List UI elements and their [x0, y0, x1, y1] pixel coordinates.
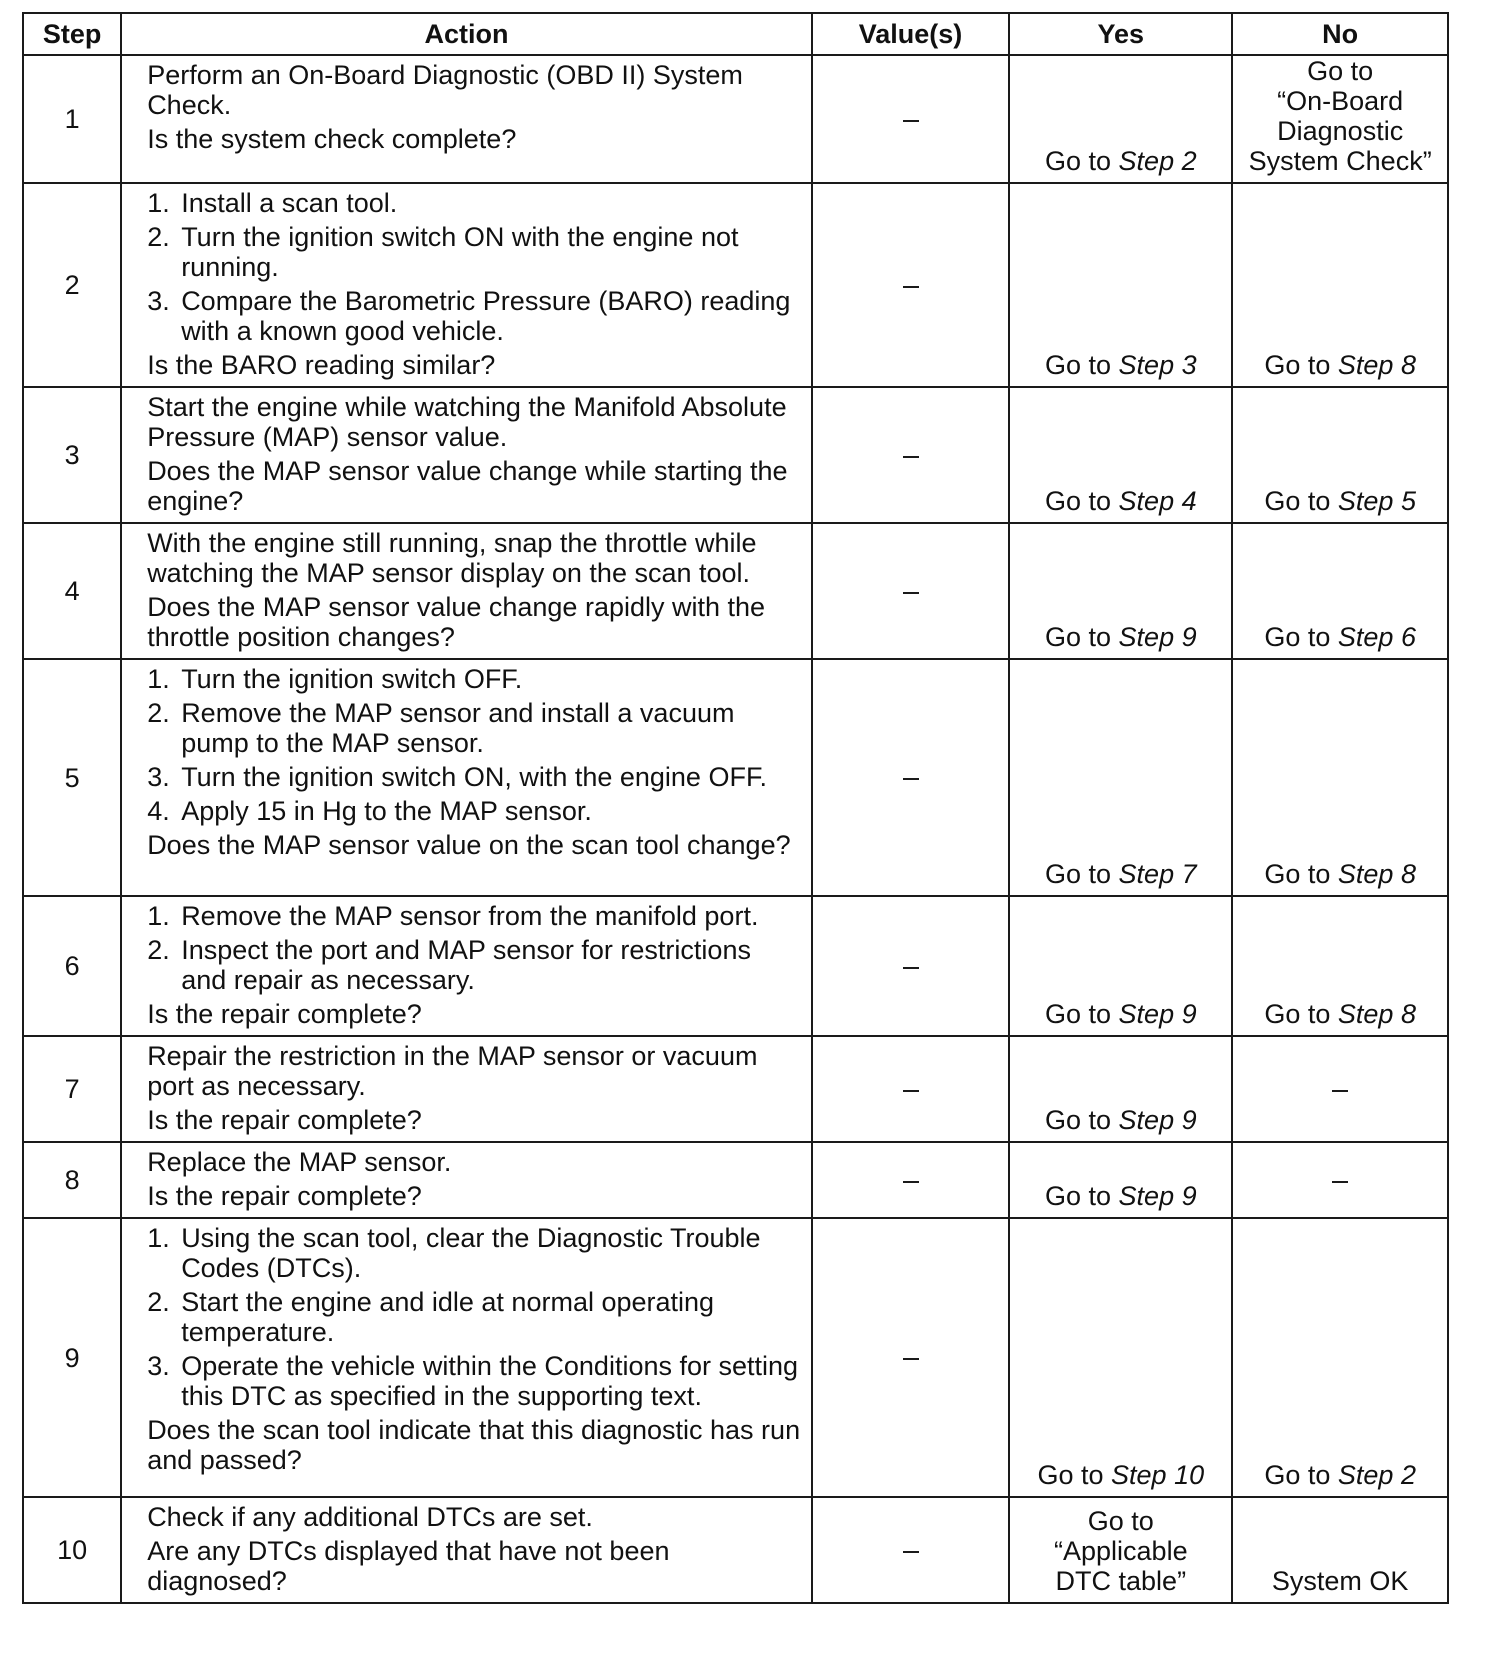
no-goto-prefix: Go to	[1264, 859, 1338, 889]
no-text-line: System OK	[1271, 1566, 1409, 1596]
step-number: 4	[23, 523, 121, 659]
no-text-line: Go to	[1307, 56, 1374, 86]
step-number: 6	[23, 896, 121, 1036]
no-cell	[1232, 183, 1448, 387]
yes-goto-step-link[interactable]: Step 9	[1118, 1105, 1197, 1135]
yes-cell	[1009, 523, 1232, 659]
no-goto-step-link[interactable]: Step 8	[1337, 859, 1416, 889]
no-goto-prefix: Go to	[1264, 622, 1338, 652]
no-goto-step-link[interactable]: Step 8	[1337, 999, 1416, 1029]
action-question: Is the repair complete?	[147, 1105, 422, 1135]
step-number: 5	[23, 659, 121, 896]
no-cell	[1232, 896, 1448, 1036]
value-cell	[812, 55, 1009, 183]
action-question: Is the system check complete?	[147, 124, 517, 154]
list-item-number: 3.	[147, 762, 170, 792]
no-goto-step-link[interactable]: Step 8	[1337, 350, 1416, 380]
action-cell	[121, 387, 812, 523]
no-goto-prefix: Go to	[1264, 486, 1338, 516]
yes-cell	[1009, 1142, 1232, 1218]
step-number: 10	[23, 1497, 121, 1603]
yes-cell	[1009, 896, 1232, 1036]
no-cell	[1232, 1036, 1448, 1142]
step-row-10	[23, 1497, 1448, 1603]
action-list-item	[147, 901, 801, 931]
no-dash	[1332, 1181, 1348, 1183]
value-cell	[812, 523, 1009, 659]
header-row	[23, 13, 1448, 55]
list-item-number: 1.	[147, 901, 170, 931]
action-instruction: Perform an On-Board Diagnostic (OBD II) System Check.	[147, 60, 743, 120]
list-item-number: 1.	[147, 664, 170, 694]
yes-goto-prefix: Go to	[1045, 999, 1119, 1029]
action-question: Does the MAP sensor value on the scan tool change?	[147, 830, 791, 860]
no-goto-prefix: Go to	[1264, 999, 1338, 1029]
yes-goto-step-link[interactable]: Step 10	[1111, 1460, 1205, 1490]
yes-text-line: Go to	[1087, 1506, 1154, 1536]
yes-goto-prefix: Go to	[1045, 486, 1119, 516]
action-cell	[121, 896, 812, 1036]
step-row-1	[23, 55, 1448, 183]
header-step: Step	[23, 13, 121, 55]
step-row-7	[23, 1036, 1448, 1142]
yes-cell	[1009, 659, 1232, 896]
step-number: 9	[23, 1218, 121, 1497]
action-list-item	[147, 935, 801, 995]
header-values: Value(s)	[812, 13, 1009, 55]
yes-goto-prefix: Go to	[1045, 146, 1119, 176]
action-cell	[121, 1142, 812, 1218]
list-item-text: Apply 15 in Hg to the MAP sensor.	[181, 796, 592, 826]
list-item-text: Remove the MAP sensor and install a vacuum pump to the MAP sensor.	[181, 698, 735, 758]
list-item-number: 3.	[147, 1351, 170, 1381]
yes-text-line: “Applicable	[1054, 1536, 1188, 1566]
value-cell	[812, 183, 1009, 387]
list-item-number: 2.	[147, 698, 170, 728]
action-cell	[121, 523, 812, 659]
no-cell	[1232, 55, 1448, 183]
value-dash	[903, 1358, 919, 1360]
list-item-number: 1.	[147, 1223, 170, 1253]
yes-cell	[1009, 1218, 1232, 1497]
value-dash	[903, 778, 919, 780]
list-item-text: Turn the ignition switch ON with the engine not running.	[181, 222, 739, 282]
yes-cell	[1009, 55, 1232, 183]
diagnostic-table-page	[22, 12, 1449, 1604]
value-dash	[903, 456, 919, 458]
action-cell	[121, 183, 812, 387]
header-no: No	[1232, 13, 1448, 55]
no-cell	[1232, 1218, 1448, 1497]
no-cell	[1232, 1142, 1448, 1218]
no-cell	[1232, 523, 1448, 659]
value-cell	[812, 1218, 1009, 1497]
step-number: 8	[23, 1142, 121, 1218]
list-item-number: 3.	[147, 286, 170, 316]
action-list-item	[147, 664, 801, 694]
list-item-text: Turn the ignition switch ON, with the engine OFF.	[181, 762, 767, 792]
no-goto-step-link[interactable]: Step 2	[1337, 1460, 1416, 1490]
action-cell	[121, 1218, 812, 1497]
yes-goto-prefix: Go to	[1045, 1181, 1119, 1211]
action-question: Is the repair complete?	[147, 999, 422, 1029]
value-cell	[812, 1142, 1009, 1218]
no-cell	[1232, 659, 1448, 896]
step-row-3	[23, 387, 1448, 523]
yes-goto-step-link[interactable]: Step 9	[1118, 622, 1197, 652]
list-item-text: Start the engine and idle at normal operating temperature.	[181, 1287, 715, 1347]
action-list-item	[147, 1287, 801, 1347]
action-cell	[121, 1036, 812, 1142]
value-dash	[903, 592, 919, 594]
action-instruction: Repair the restriction in the MAP sensor or vacuum port as necessary.	[147, 1041, 758, 1101]
yes-goto-step-link[interactable]: Step 4	[1118, 486, 1197, 516]
list-item-text: Compare the Barometric Pressure (BARO) reading with a known good vehicle.	[181, 286, 791, 346]
action-instruction: Check if any additional DTCs are set.	[147, 1502, 593, 1532]
action-cell	[121, 1497, 812, 1603]
value-dash	[903, 967, 919, 969]
no-goto-prefix: Go to	[1264, 350, 1338, 380]
yes-goto-step-link[interactable]: Step 7	[1118, 859, 1197, 889]
action-question: Does the MAP sensor value change rapidly with the throttle position changes?	[147, 592, 766, 652]
action-cell	[121, 55, 812, 183]
action-list-item	[147, 222, 801, 282]
list-item-text: Operate the vehicle within the Conditions for setting this DTC as specified in the supporting text.	[181, 1351, 799, 1411]
list-item-text: Install a scan tool.	[181, 188, 398, 218]
list-item-text: Remove the MAP sensor from the manifold port.	[181, 901, 759, 931]
action-instruction: With the engine still running, snap the throttle while watching the MAP sensor display on the scan tool.	[147, 528, 757, 588]
value-dash	[903, 1181, 919, 1183]
yes-text-line: DTC table”	[1055, 1566, 1187, 1596]
header-action: Action	[121, 13, 812, 55]
value-dash	[903, 1551, 919, 1553]
value-cell	[812, 659, 1009, 896]
step-row-6	[23, 896, 1448, 1036]
action-list-item	[147, 188, 801, 218]
action-question: Does the scan tool indicate that this diagnostic has run and passed?	[147, 1415, 801, 1475]
list-item-number: 4.	[147, 796, 170, 826]
yes-goto-prefix: Go to	[1045, 622, 1119, 652]
action-list-item	[147, 698, 801, 758]
list-item-number: 1.	[147, 188, 170, 218]
yes-goto-prefix: Go to	[1045, 859, 1119, 889]
value-cell	[812, 387, 1009, 523]
step-row-2	[23, 183, 1448, 387]
yes-goto-step-link[interactable]: Step 9	[1118, 1181, 1197, 1211]
yes-cell	[1009, 1036, 1232, 1142]
no-cell	[1232, 387, 1448, 523]
action-list-item	[147, 762, 801, 792]
no-dash	[1332, 1090, 1348, 1092]
value-cell	[812, 896, 1009, 1036]
yes-cell	[1009, 387, 1232, 523]
action-list-item	[147, 1351, 801, 1411]
no-goto-prefix: Go to	[1264, 1460, 1338, 1490]
step-row-5	[23, 659, 1448, 896]
diagnostic-table	[22, 12, 1449, 1604]
no-text-line: System Check”	[1248, 146, 1432, 176]
no-cell	[1232, 1497, 1448, 1603]
value-dash	[903, 286, 919, 288]
action-instruction: Replace the MAP sensor.	[147, 1147, 452, 1177]
value-dash	[903, 1090, 919, 1092]
step-number: 1	[23, 55, 121, 183]
list-item-number: 2.	[147, 222, 170, 252]
no-text-line: Diagnostic	[1277, 116, 1404, 146]
table-body	[23, 55, 1448, 1603]
no-text-line: “On-Board	[1277, 86, 1404, 116]
step-row-8	[23, 1142, 1448, 1218]
list-item-number: 2.	[147, 1287, 170, 1317]
step-number: 3	[23, 387, 121, 523]
value-cell	[812, 1497, 1009, 1603]
yes-goto-step-link[interactable]: Step 9	[1118, 999, 1197, 1029]
action-question: Is the repair complete?	[147, 1181, 422, 1211]
value-dash	[903, 120, 919, 122]
yes-goto-prefix: Go to	[1045, 1105, 1119, 1135]
list-item-number: 2.	[147, 935, 170, 965]
action-question: Are any DTCs displayed that have not been diagnosed?	[147, 1536, 670, 1596]
action-cell	[121, 659, 812, 896]
header-yes: Yes	[1009, 13, 1232, 55]
step-number: 7	[23, 1036, 121, 1142]
action-list-item	[147, 1223, 801, 1283]
action-list-item	[147, 286, 801, 346]
yes-goto-step-link[interactable]: Step 3	[1118, 350, 1197, 380]
step-number: 2	[23, 183, 121, 387]
action-instruction: Start the engine while watching the Manifold Absolute Pressure (MAP) sensor value.	[147, 392, 787, 452]
yes-goto-step-link[interactable]: Step 2	[1118, 146, 1197, 176]
action-list-item	[147, 796, 801, 826]
value-cell	[812, 1036, 1009, 1142]
no-goto-step-link[interactable]: Step 6	[1337, 622, 1416, 652]
yes-goto-prefix: Go to	[1037, 1460, 1112, 1490]
step-row-9	[23, 1218, 1448, 1497]
list-item-text: Turn the ignition switch OFF.	[181, 664, 523, 694]
action-question: Is the BARO reading similar?	[147, 350, 496, 380]
yes-goto-prefix: Go to	[1045, 350, 1119, 380]
list-item-text: Inspect the port and MAP sensor for restrictions and repair as necessary.	[181, 935, 751, 995]
action-question: Does the MAP sensor value change while starting the engine?	[147, 456, 788, 516]
no-goto-step-link[interactable]: Step 5	[1337, 486, 1416, 516]
step-row-4	[23, 523, 1448, 659]
yes-cell	[1009, 1497, 1232, 1603]
list-item-text: Using the scan tool, clear the Diagnostic Trouble Codes (DTCs).	[181, 1223, 761, 1283]
yes-cell	[1009, 183, 1232, 387]
